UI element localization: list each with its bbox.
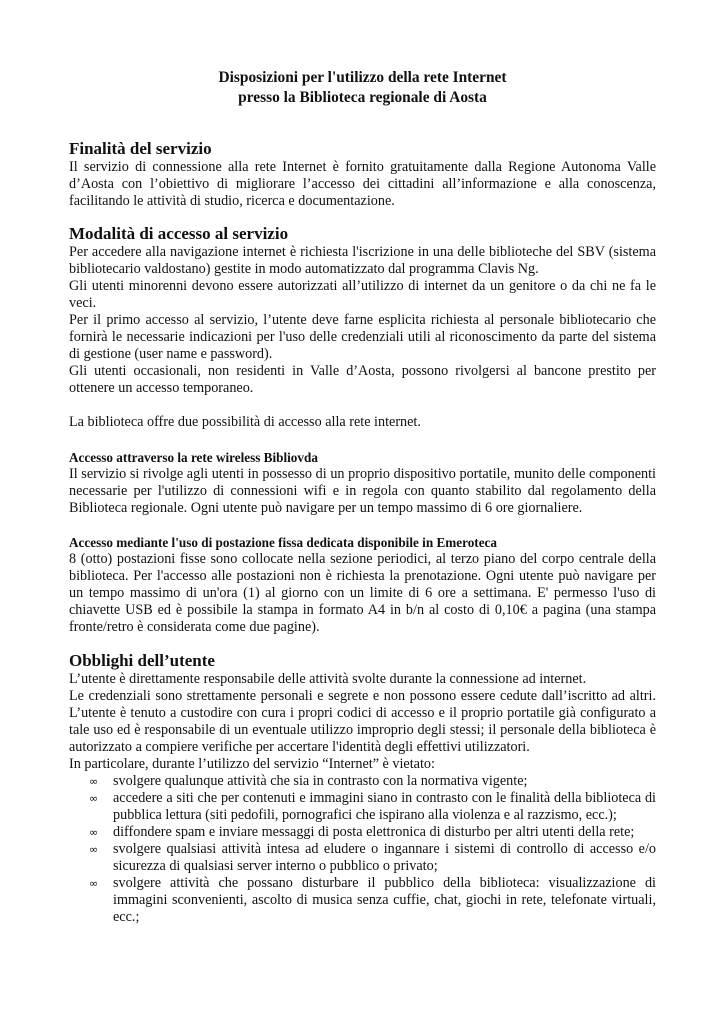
prohibited-activities-list [69, 773, 656, 926]
modalita-paragraph-4: Gli utenti occasionali, non residenti in Valle d’Aosta, possono rivolgersi al bancone prestito per ottenere un accesso temporaneo. [69, 363, 656, 396]
modalita-paragraph-1: Per accedere alla navigazione internet è richiesta l'iscrizione in una delle biblioteche del SBV (sistema bibliotecario valdostano) gestite in modo automatizzato dal programma Clavis Ng. [69, 244, 656, 277]
wireless-subheading: Accesso attraverso la rete wireless Bibliovda [69, 450, 318, 465]
wireless-paragraph: Il servizio si rivolge agli utenti in possesso di un proprio dispositivo portatile, munito delle componenti necessarie per l'utilizzo di connessioni wifi e in regola con quanto stabilito dal regolamento della Biblioteca regionale. Ogni utente può navigare per un tempo massimo di 6 ore giornaliere. [69, 466, 656, 516]
obblighi-paragraph-2: Le credenziali sono strettamente personali e segrete e non possono essere cedute dall’iscritto ad altri. L’utente è tenuto a custodire con cura i propri codici di accesso e il proprio portatile già configurato a tale uso ed è responsabile di un eventuale utilizzo improprio degli stessi; il personale della biblioteca è autorizzato a compiere verifiche per accertare l'identità degli effettivi utilizzatori. [69, 688, 656, 755]
emeroteca-subheading: Accesso mediante l'uso di postazione fissa dedicata disponibile in Emeroteca [69, 535, 497, 550]
bullet-icon: ∞ [89, 826, 99, 839]
bullet-icon: ∞ [89, 877, 99, 890]
document-title-line-1: Disposizioni per l'utilizzo della rete Internet [218, 69, 507, 86]
section-heading-obblighi: Obblighi dell’utente [69, 651, 215, 670]
list-item-text: svolgere attività che possano disturbare il pubblico della biblioteca: visualizzazione di immagini sconvenienti, ascolto di musica senza cuffie, chat, giochi in rete, telefonate virtuali, ecc.; [113, 875, 656, 925]
section-heading-finalita: Finalità del servizio [69, 139, 212, 158]
list-item-text: diffondere spam e inviare messaggi di posta elettronica di disturbo per altri utenti della rete; [113, 824, 635, 840]
document-title-line-2: presso la Biblioteca regionale di Aosta [238, 89, 487, 106]
list-item [89, 824, 656, 841]
list-item [89, 773, 656, 790]
document-page [69, 68, 656, 926]
modalita-paragraph-3: Per il primo accesso al servizio, l’utente deve farne esplicita richiesta al personale bibliotecario che fornirà le necessarie indicazioni per l'uso delle credenziali utili al riconoscimento da parte del sistema di gestione (user name e password). [69, 312, 656, 362]
bullet-icon: ∞ [89, 775, 99, 788]
list-item-text: accedere a siti che per contenuti e immagini siano in contrasto con le finalità della biblioteca di pubblica lettura (siti pedofili, pornografici che ispirano alla violenza e al razzismo, ecc.); [113, 790, 656, 823]
obblighi-paragraph-1: L’utente è direttamente responsabile delle attività svolte durante la connessione ad internet. [69, 671, 587, 687]
bullet-icon: ∞ [89, 843, 99, 856]
finalita-paragraph: Il servizio di connessione alla rete Internet è fornito gratuitamente dalla Regione Autonoma Valle d’Aosta con l’obiettivo di migliorare l’accesso dei cittadini all’informazione e alla conoscenza, facilitando le attività di studio, ricerca e documentazione. [69, 159, 656, 209]
modalita-paragraph-5: La biblioteca offre due possibilità di accesso alla rete internet. [69, 414, 421, 430]
bullet-icon: ∞ [89, 792, 99, 805]
emeroteca-paragraph: 8 (otto) postazioni fisse sono collocate nella sezione periodici, al terzo piano del corpo centrale della biblioteca. Per l'accesso alle postazioni non è richiesta la prenotazione. Ogni utente può navigare per un tempo massimo di un'ora (1) al giorno con un limite di 6 ore a settimana. E' permesso l'uso di chiavette USB ed è possibile la stampa in formato A4 in b/n al costo di 0,10€ a pagina (una stampa fronte/retro è considerata come due pagine). [69, 551, 656, 635]
section-heading-modalita: Modalità di accesso al servizio [69, 224, 289, 243]
list-item [89, 790, 656, 824]
obblighi-paragraph-3: In particolare, durante l’utilizzo del servizio “Internet” è vietato: [69, 756, 435, 772]
list-item-text: svolgere qualsiasi attività intesa ad eludere o ingannare i sistemi di controllo di accesso e/o sicurezza di qualsiasi server interno o pubblico o privato; [113, 841, 656, 874]
list-item [89, 841, 656, 875]
list-item-text: svolgere qualunque attività che sia in contrasto con la normativa vigente; [113, 773, 528, 789]
modalita-paragraph-2: Gli utenti minorenni devono essere autorizzati all’utilizzo di internet da un genitore o da chi ne fa le veci. [69, 278, 656, 311]
list-item [89, 875, 656, 926]
